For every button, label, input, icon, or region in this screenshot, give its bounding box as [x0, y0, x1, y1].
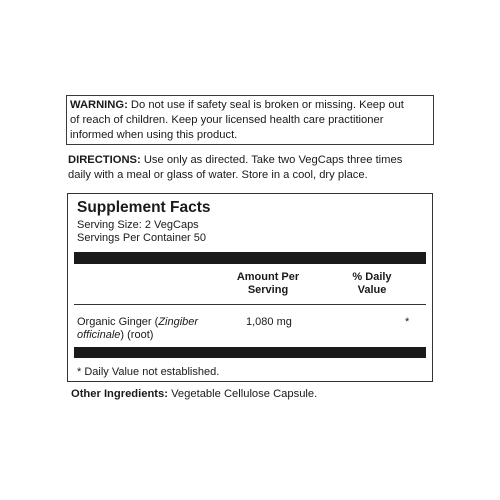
header-rule — [74, 304, 426, 305]
directions — [68, 153, 440, 183]
facts-title: Supplement Facts — [77, 199, 211, 216]
ingredient-suffix: ) (root) — [120, 329, 154, 341]
directions-line-1 — [68, 153, 440, 168]
ingredient-name — [77, 316, 198, 342]
daily-value-footnote: * Daily Value not established. — [77, 366, 220, 378]
daily-header-line-1: % Daily — [352, 271, 392, 283]
warning-label: WARNING: — [70, 99, 128, 111]
header-thick-bar — [74, 252, 426, 264]
directions-line-2: daily with a meal or glass of water. Store in a cool, dry place. — [68, 169, 368, 181]
warning-line-3: informed when using this product. — [70, 129, 238, 141]
warning-box — [66, 95, 434, 145]
daily-value-header — [334, 271, 410, 297]
ingredient-daily-value: * — [405, 316, 410, 328]
warning-line-1 — [70, 98, 430, 113]
directions-text-1: Use only as directed. Take two VegCaps three times — [143, 154, 403, 166]
other-ingredients-label: Other Ingredients: — [71, 388, 168, 400]
serving-size: Serving Size: 2 VegCaps — [77, 219, 199, 231]
amount-header-line-2: Serving — [247, 284, 289, 296]
ingredient-latin-2: officinale — [77, 329, 121, 341]
ingredient-amount: 1,080 mg — [246, 316, 292, 328]
daily-header-line-2: Value — [357, 284, 387, 296]
ingredient-name-line-1 — [77, 316, 198, 329]
ingredient-name-line-2 — [77, 329, 198, 342]
servings-per-container: Servings Per Container 50 — [77, 232, 207, 244]
warning-line-2: of reach of children. Keep your licensed health care practitioner — [70, 114, 384, 126]
footer-thick-bar — [74, 347, 426, 358]
amount-per-serving-header — [224, 271, 312, 297]
supplement-facts-panel — [67, 193, 433, 382]
ingredient-prefix: Organic Ginger ( — [77, 316, 159, 328]
other-ingredients — [71, 387, 317, 401]
amount-header-line-1: Amount Per — [236, 271, 300, 283]
directions-label: DIRECTIONS: — [68, 154, 141, 166]
ingredient-latin-1: Zingiber — [158, 316, 199, 328]
other-ingredients-text: Vegetable Cellulose Capsule. — [171, 388, 318, 400]
warning-text-1: Do not use if safety seal is broken or missing. Keep out — [130, 99, 404, 111]
